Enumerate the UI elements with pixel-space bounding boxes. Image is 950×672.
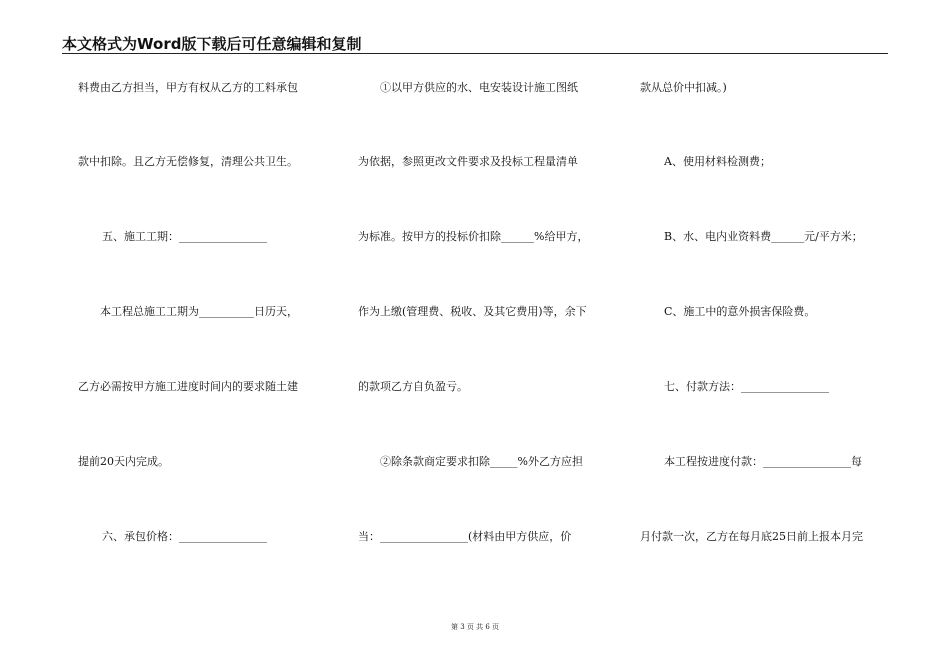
list-item-a: A、使用材料检测费； [664,155,771,168]
document-header-title: 本文格式为Word版下载后可任意编辑和复制 [62,35,362,53]
list-item-b: B、水、电内业资料费______元/平方米； [664,230,863,243]
header-divider [62,53,888,54]
page-number-footer: 第 3 页 共 6 页 [450,623,500,631]
paragraph-line: 款从总价中扣减。) [640,81,727,94]
paragraph-line: ②除条款商定要求扣除_____%外乙方应担 [380,455,583,468]
paragraph-line: 月付款一次，乙方在每月底25日前上报本月完 [640,530,863,543]
list-item-c: C、施工中的意外损害保险费。 [664,305,816,318]
paragraph-line: 当：________________(材料由甲方供应，价 [358,530,572,543]
section-heading-construction-period: 五、施工工期：________________ [102,230,267,243]
paragraph-line: ①以甲方供应的水、电安装设计施工图纸 [380,81,578,94]
paragraph-line: 作为上缴(管理费、税收、及其它费用)等，余下 [358,305,587,318]
paragraph-line: 的款项乙方自负盈亏。 [358,380,468,393]
paragraph-line: 为标准。按甲方的投标价扣除______%给甲方， [358,230,589,243]
paragraph-line: 料费由乙方担当，甲方有权从乙方的工料承包 [78,81,298,94]
paragraph-line: 本工程按进度付款：________________每 [664,455,862,468]
paragraph-line: 本工程总施工工期为__________日历天， [100,305,298,318]
section-heading-payment-method: 七、付款方法：________________ [664,380,829,393]
paragraph-line: 款中扣除。且乙方无偿修复，清理公共卫生。 [78,155,298,168]
paragraph-line: 为依据，参照更改文件要求及投标工程量清单 [358,155,578,168]
paragraph-line: 提前20天内完成。 [78,455,169,468]
paragraph-line: 乙方必需按甲方施工进度时间内的要求随土建 [78,380,298,393]
section-heading-contract-price: 六、承包价格：________________ [102,530,267,543]
